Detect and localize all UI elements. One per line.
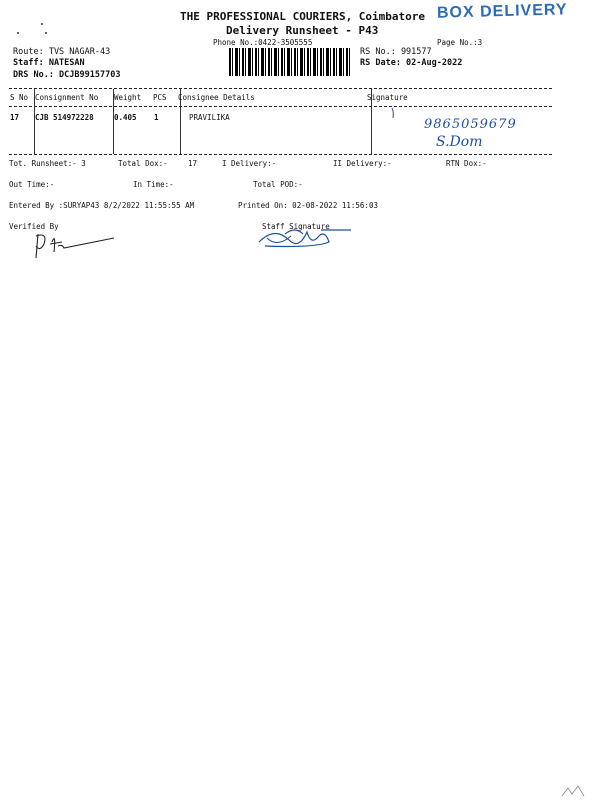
handwritten-phone: 9865059679 <box>424 117 517 132</box>
verified-by-label: Verified By <box>9 222 59 231</box>
table-top-rule <box>9 88 552 89</box>
company-name: THE PROFESSIONAL COURIERS, Coimbatore <box>180 10 426 23</box>
staff-label: Staff: NATESAN <box>13 58 85 68</box>
header-pcs: PCS <box>153 93 167 102</box>
in-time: In Time:- <box>133 180 174 189</box>
pen-tick-mark <box>388 106 408 120</box>
page-number: Page No.:3 <box>437 38 483 47</box>
speck-mark <box>45 32 47 34</box>
printed-on: Printed On: 02-08-2022 11:56:03 <box>238 201 378 210</box>
box-delivery-stamp: BOX DELIVERY <box>436 1 568 22</box>
header-consignee: Consignee Details <box>178 93 255 102</box>
row-consignee: PRAVILIKA <box>189 113 230 122</box>
header-weight: Weight <box>114 93 142 102</box>
total-dox-label: Total Dox:- <box>118 159 168 168</box>
verified-signature <box>32 228 120 264</box>
total-dox-value: 17 <box>188 159 198 168</box>
drs-number: DRS No.: DCJB99157703 <box>13 70 121 80</box>
header-signature: Signature <box>367 93 408 102</box>
entered-by: Entered By :SURYAP43 8/2/2022 11:55:55 AM <box>9 201 195 210</box>
table-header-rule <box>9 106 552 107</box>
ii-delivery: II Delivery:- <box>333 159 392 168</box>
scan-artifact <box>560 784 590 798</box>
barcode <box>229 48 351 76</box>
staff-signature-label: Staff Signature <box>262 222 330 231</box>
runsheet-title: Delivery Runsheet - P43 <box>226 24 379 37</box>
phone-number: Phone No.:0422-3505555 <box>213 38 313 47</box>
rtn-dox: RTN Dox:- <box>446 159 487 168</box>
speck-mark <box>17 32 19 34</box>
staff-signature <box>255 222 355 252</box>
row-pcs: 1 <box>154 113 159 122</box>
header-consignment: Consignment No <box>35 93 99 102</box>
out-time: Out Time:- <box>9 180 55 189</box>
speck-mark <box>41 23 43 25</box>
table-bottom-rule <box>9 154 552 155</box>
handwritten-name: S.Dom <box>436 134 483 150</box>
total-runsheet: Tot. Runsheet:- 3 <box>9 159 86 168</box>
row-sno: 17 <box>10 113 20 122</box>
rs-date: RS Date: 02-Aug-2022 <box>360 58 463 68</box>
total-pod: Total POD:- <box>253 180 303 189</box>
row-consignment: CJB 514972228 <box>35 113 94 122</box>
header-sno: S No <box>10 93 29 102</box>
route-label: Route: TVS NAGAR-43 <box>13 47 111 57</box>
rs-number: RS No.: 991577 <box>360 47 432 57</box>
i-delivery: I Delivery:- <box>222 159 277 168</box>
row-weight: 0.405 <box>114 113 137 122</box>
